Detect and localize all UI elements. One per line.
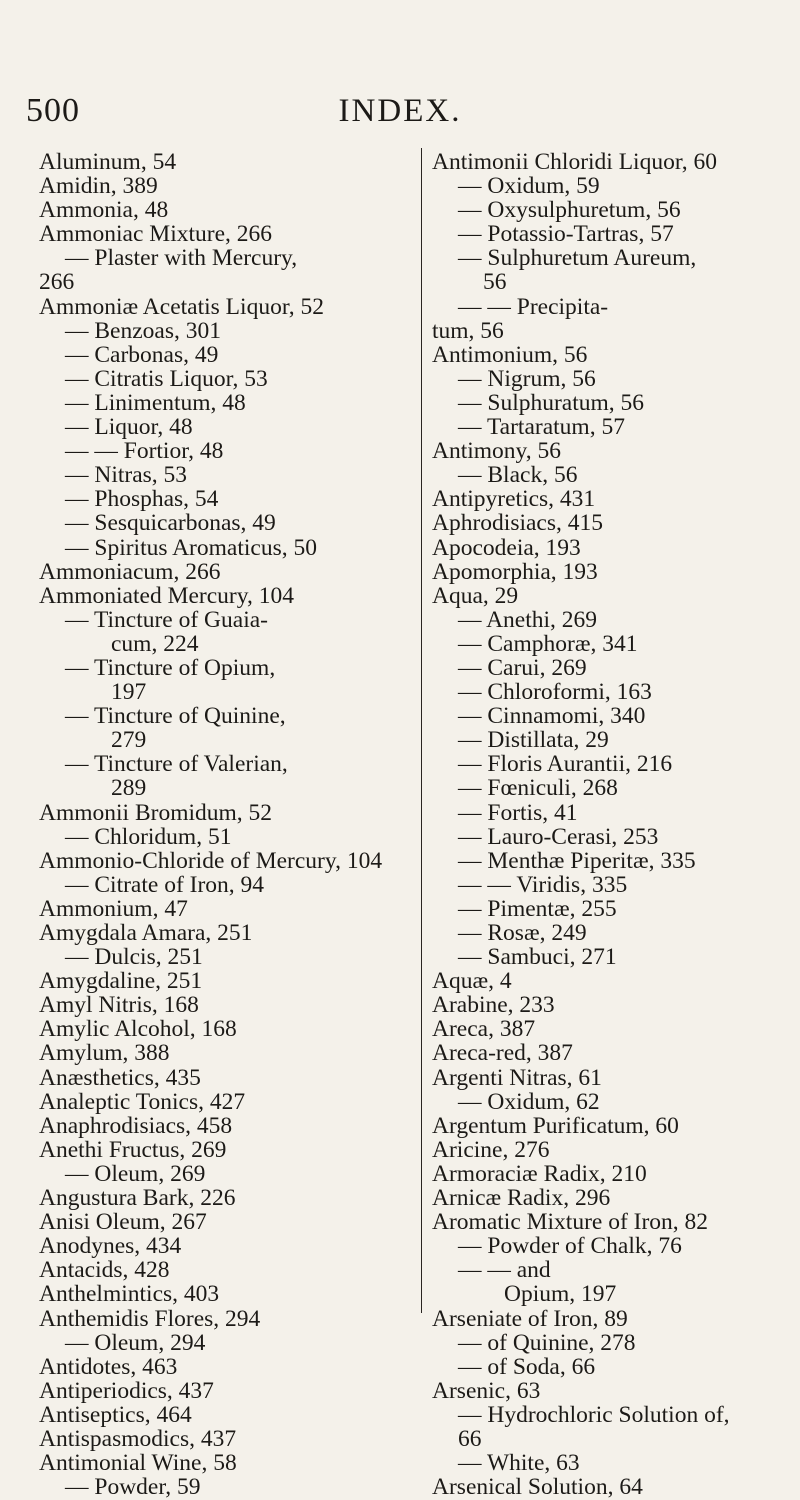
index-entry: Anodynes, 434: [39, 1233, 182, 1260]
index-entry: Aquæ, 4: [432, 968, 512, 995]
index-entry: — Hydrochloric Solution of,: [458, 1401, 730, 1428]
index-entry: — Citratis Liquor, 53: [65, 365, 268, 392]
index-entry: Amylic Alcohol, 168: [39, 1016, 237, 1043]
index-column-left: [39, 150, 414, 1499]
index-entry: — Oxidum, 62: [458, 1088, 600, 1115]
index-entry: Argenti Nitras, 61: [432, 1064, 602, 1091]
index-entry: — Nitras, 53: [65, 462, 188, 489]
index-entry: — Powder, 59: [65, 1474, 201, 1500]
index-entry: Ammonio-Chloride of Mercury, 104: [39, 847, 383, 874]
index-entry: — Citrate of Iron, 94: [65, 871, 265, 898]
index-entry: tum, 56: [432, 317, 504, 344]
index-entry: — Sambuci, 271: [458, 944, 617, 971]
index-entry: — Linimentum, 48: [65, 389, 246, 416]
index-entry: — Tincture of Valerian,: [65, 751, 288, 778]
index-entry: Antimony, 56: [432, 438, 562, 465]
index-entry: Angustura Bark, 226: [39, 1185, 236, 1212]
index-entry: Arsenic, 63: [432, 1377, 541, 1404]
index-entry: Armoraciæ Radix, 210: [432, 1160, 647, 1187]
page-header: [0, 88, 800, 134]
index-entry: Ammonia, 48: [39, 197, 169, 224]
index-entry: Antidotes, 463: [39, 1353, 178, 1380]
index-entry: Amidin, 389: [39, 173, 158, 200]
index-entry: 289: [111, 775, 147, 802]
index-entry: — Camphoræ, 341: [458, 630, 638, 657]
index-entry: — Phosphas, 54: [65, 486, 219, 513]
index-entry: — Tincture of Opium,: [65, 654, 276, 681]
index-entry: Opium, 197: [504, 1281, 617, 1308]
index-entry: — Cinnamomi, 340: [458, 703, 646, 730]
index-entry: Anaphrodisiacs, 458: [39, 1112, 233, 1139]
index-entry: Aqua, 29: [432, 582, 519, 609]
index-entry: Ammonium, 47: [39, 895, 188, 922]
index-entry: Antacids, 428: [39, 1257, 170, 1284]
index-entry: Arseniate of Iron, 89: [432, 1305, 628, 1332]
index-entry: — Floris Aurantii, 216: [458, 751, 673, 778]
index-entry: — Anethi, 269: [458, 606, 598, 633]
index-entry: — Spiritus Aromaticus, 50: [65, 534, 317, 561]
running-head: INDEX.: [338, 93, 462, 129]
index-entry: — Oleum, 269: [65, 1160, 206, 1187]
index-entry: — Carui, 269: [458, 654, 587, 681]
index-entry: 266: [39, 269, 75, 296]
index-entry: Ammoniac Mixture, 266: [39, 221, 273, 248]
index-entry: Anthelmintics, 403: [39, 1281, 220, 1308]
index-entry: — Chloridum, 51: [65, 823, 232, 850]
index-entry: Arabine, 233: [432, 992, 555, 1019]
index-entry: Antimonial Wine, 58: [39, 1450, 237, 1477]
index-entry: — Rosæ, 249: [458, 920, 587, 946]
index-entry: Apocodeia, 193: [432, 534, 581, 561]
index-entry: Aromatic Mixture of Iron, 82: [432, 1209, 709, 1236]
index-entry: — White, 63: [458, 1450, 580, 1477]
index-entry: Anthemidis Flores, 294: [39, 1305, 261, 1332]
index-entry: — Potassio-Tartras, 57: [458, 221, 674, 248]
index-entry: Arsenical Solution, 64: [432, 1474, 643, 1500]
index-entry: — Chloroformi, 163: [458, 679, 652, 706]
index-entry: — Distillata, 29: [458, 727, 609, 754]
index-entry: — Powder of Chalk, 76: [458, 1233, 682, 1260]
index-entry: Ammoniacum, 266: [39, 558, 221, 585]
index-entry: 197: [111, 679, 147, 706]
index-entry: — Lauro-Cerasi, 253: [458, 823, 659, 850]
index-entry: — of Soda, 66: [458, 1353, 596, 1380]
index-entry: Apomorphia, 193: [432, 558, 598, 585]
index-entry: Arnicæ Radix, 296: [432, 1185, 611, 1212]
index-entry: Ammoniæ Acetatis Liquor, 52: [39, 293, 324, 320]
index-entry: Anisi Oleum, 267: [39, 1209, 207, 1236]
index-entry: 56: [483, 269, 507, 296]
index-entry: — Oxidum, 59: [458, 173, 600, 200]
index-entry: Amygdala Amara, 251: [39, 920, 253, 946]
index-entry: cum, 224: [111, 630, 199, 657]
index-entry: — Liquor, 48: [65, 414, 193, 441]
index-entry: 66: [458, 1425, 482, 1452]
index-entry: Antimonii Chloridi Liquor, 60: [432, 149, 717, 175]
index-entry: Antiperiodics, 437: [39, 1377, 214, 1404]
index-entry: — Tincture of Guaia-: [65, 606, 268, 633]
index-entry: Analeptic Tonics, 427: [39, 1088, 246, 1115]
index-entry: — Oxysulphuretum, 56: [458, 197, 681, 224]
index-entry: Aluminum, 54: [39, 149, 177, 175]
index-entry: — of Quinine, 278: [458, 1329, 636, 1356]
index-entry: Amylum, 388: [39, 1040, 170, 1067]
index-entry: Ammonii Bromidum, 52: [39, 799, 273, 826]
index-entry: — Benzoas, 301: [65, 317, 221, 344]
index-entry: Antiseptics, 464: [39, 1401, 192, 1428]
index-entry: Amyl Nitris, 168: [39, 992, 199, 1019]
index-entry: — Sesquicarbonas, 49: [65, 510, 276, 537]
column-divider: [421, 148, 422, 1313]
index-entry: — Carbonas, 49: [65, 341, 219, 368]
index-entry: — Tartaratum, 57: [458, 414, 625, 441]
index-entry: Anæsthetics, 435: [39, 1064, 201, 1091]
index-entry: — Menthæ Piperitæ, 335: [458, 847, 696, 874]
index-entry: — Dulcis, 251: [65, 944, 203, 971]
index-entry: — — Precipita-: [458, 293, 609, 320]
index-entry: — Plaster with Mercury,: [65, 245, 298, 272]
index-entry: Areca-red, 387: [432, 1040, 573, 1067]
index-entry: Ammoniated Mercury, 104: [39, 582, 294, 609]
index-entry: — Tincture of Quinine,: [65, 703, 286, 730]
index-entry: — Oleum, 294: [65, 1329, 206, 1356]
index-entry: — Fortis, 41: [458, 799, 578, 826]
index-entry: Antimonium, 56: [432, 341, 588, 368]
index-entry: — Nigrum, 56: [458, 365, 596, 392]
index-entry: Aricine, 276: [432, 1136, 550, 1163]
index-entry: 279: [111, 727, 147, 754]
index-entry: Anethi Fructus, 269: [39, 1136, 227, 1163]
index-entry: — — Viridis, 335: [458, 871, 628, 898]
index-column-right: [432, 150, 792, 1499]
index-entry: Antipyretics, 431: [432, 486, 596, 513]
index-entry: Argentum Purificatum, 60: [432, 1112, 679, 1139]
index-entry: Aphrodisiacs, 415: [432, 510, 604, 537]
index-entry: — — Fortior, 48: [65, 438, 224, 465]
index-entry: Amygdaline, 251: [39, 968, 203, 995]
index-entry: — Sulphuratum, 56: [458, 389, 645, 416]
index-entry: — Sulphuretum Aureum,: [458, 245, 697, 272]
index-entry: Antispasmodics, 437: [39, 1425, 237, 1452]
index-entry: — Pimentæ, 255: [458, 895, 617, 922]
index-entry: — Fœniculi, 268: [458, 775, 618, 802]
index-entry: — — and: [458, 1257, 551, 1284]
page-number: 500: [26, 92, 80, 129]
index-entry: Areca, 387: [432, 1016, 536, 1043]
index-entry: — Black, 56: [458, 462, 578, 489]
